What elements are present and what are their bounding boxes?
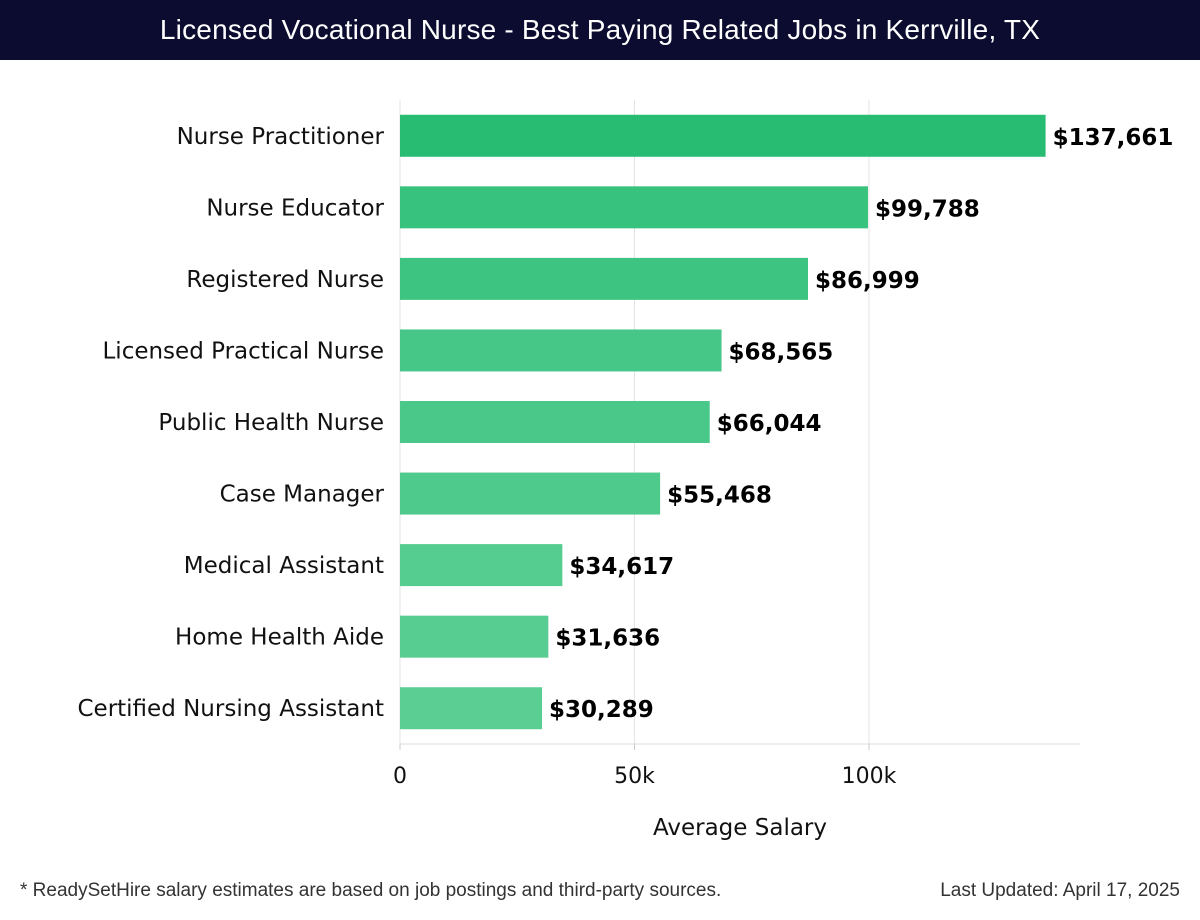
data-label: $68,565 xyxy=(728,339,834,366)
x-tick-label: 0 xyxy=(393,764,407,789)
category-label: Case Manager xyxy=(219,481,384,508)
bar xyxy=(400,616,548,658)
data-label: $31,636 xyxy=(555,625,661,652)
bar xyxy=(400,258,808,300)
category-label: Public Health Nurse xyxy=(158,410,384,436)
data-label: $55,468 xyxy=(667,482,772,509)
data-label: $30,289 xyxy=(549,697,654,724)
chart-title-bar xyxy=(0,0,1200,60)
category-label: Certified Nursing Assistant xyxy=(77,696,384,723)
data-label: $99,788 xyxy=(874,196,980,223)
category-label: Licensed Practical Nurse xyxy=(102,338,384,365)
bar xyxy=(400,687,542,729)
data-label: $34,617 xyxy=(569,554,675,581)
x-axis-label: Average Salary xyxy=(652,815,828,841)
bar xyxy=(400,544,562,586)
category-label: Nurse Educator xyxy=(206,195,384,222)
data-label: $66,044 xyxy=(716,411,822,437)
category-label: Nurse Practitioner xyxy=(176,123,384,150)
x-tick-label: 100k xyxy=(841,764,897,789)
bar xyxy=(400,115,1046,157)
last-updated: Last Updated: April 17, 2025 xyxy=(940,880,1180,901)
chart-title: Licensed Vocational Nurse - Best Paying Related Jobs in Kerrville, TX xyxy=(159,14,1041,45)
data-label: $137,661 xyxy=(1052,124,1174,151)
category-label: Home Health Aide xyxy=(175,624,384,651)
category-label: Medical Assistant xyxy=(183,553,384,580)
bar xyxy=(400,186,868,228)
category-label: Registered Nurse xyxy=(186,266,384,293)
footer-note: * ReadySetHire salary estimates are based on job postings and third-party sources. xyxy=(20,880,722,901)
bar xyxy=(400,473,660,515)
data-label: $86,999 xyxy=(814,267,920,294)
bar xyxy=(400,329,722,371)
bar-chart xyxy=(0,60,1200,870)
x-tick-label: 50k xyxy=(614,764,655,789)
bar xyxy=(400,401,710,443)
